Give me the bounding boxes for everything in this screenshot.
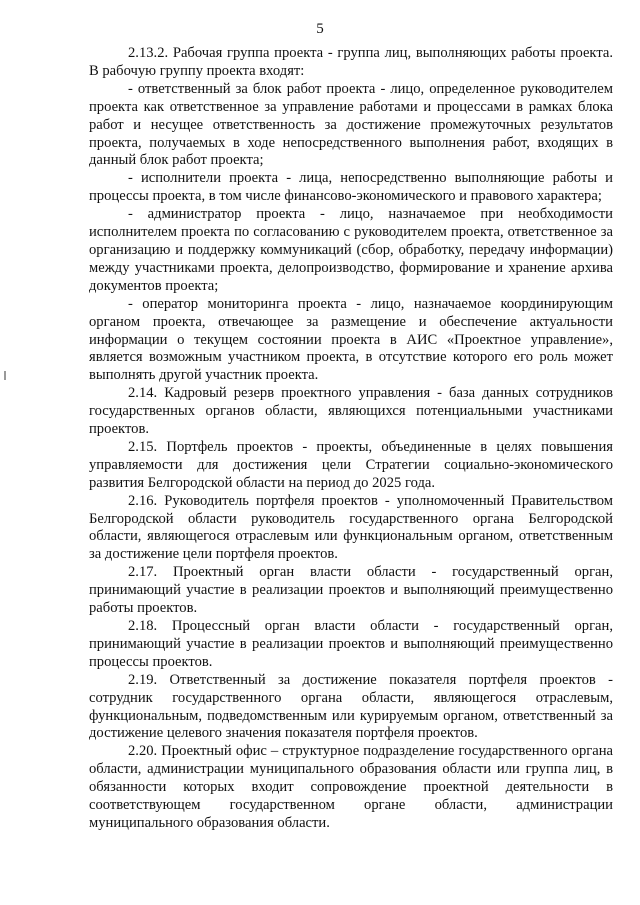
paragraph-2-14: 2.14. Кадровый резерв проектного управления - база данных сотрудников государственных органов области, являющихся потенциальными участниками проектов. — [89, 385, 613, 438]
paragraph-2-20: 2.20. Проектный офис – структурное подразделение государственного органа области, администрации муниципального образования области или группа лиц, в обязанности которых входит сопровождение проектной деятельности в соответствующем государственном органе области, администрации муниципального образования области. — [89, 743, 613, 831]
paragraph-2-13-2: 2.13.2. Рабочая группа проекта - группа лиц, выполняющих работы проекта. В рабочую группу проекта входят: — [89, 45, 613, 79]
paragraph-2-19: 2.19. Ответственный за достижение показателя портфеля проектов - сотрудник государственного органа области, являющегося отраслевым, функциональным, подведомственным или курируемым органом, ответственный за достижение целевого значения показателя портфеля проектов. — [89, 671, 613, 742]
paragraph-administrator: - администратор проекта - лицо, назначаемое при необходимости исполнителем проекта по согласованию с руководителем проекта, ответственное за организацию и поддержку коммуникаций (сбор, обработку, передачу информации) между участниками проекта, делопроизводство, формирование и хранение архива документов проекта; — [89, 206, 613, 294]
page-number: 5 — [316, 21, 324, 37]
scan-margin-mark — [4, 371, 6, 380]
paragraph-executors: - исполнители проекта - лица, непосредственно выполняющие работы и процессы проекта, в том числе финансово-экономического и правового характера; — [89, 170, 613, 205]
paragraph-2-17: 2.17. Проектный орган власти области - государственный орган, принимающий участие в реализации проектов и выполняющий преимущественно работы проектов. — [89, 564, 613, 617]
paragraph-2-15: 2.15. Портфель проектов - проекты, объединенные в целях повышения управляемости для достижения цели Стратегии социально-экономического развития Белгородской области на период до 2025 года. — [89, 438, 613, 491]
paragraph-monitoring-operator: - оператор мониторинга проекта - лицо, назначаемое координирующим органом проекта, отвечающее за размещение и обеспечение актуальности информации о текущем состоянии проекта в АИС «Проектное управление», является возможным участником проекта, в отсутствие которого его роль может выполнять другой участник проекта. — [89, 295, 613, 384]
paragraph-block-owner: - ответственный за блок работ проекта - лицо, определенное руководителем проекта как ответственное за управление работами и процессами в рамках блока работ и несущее ответственность за достижение промежуточных результатов проекта, получаемых в ходе непосредственного выполнения работ, входящих в данный блок работ проекта; — [89, 80, 613, 169]
paragraph-2-18: 2.18. Процессный орган власти области - государственный орган, принимающий участие в реализации проектов и выполняющий преимущественно процессы проектов. — [89, 618, 613, 670]
document-body — [89, 45, 613, 833]
paragraph-2-16: 2.16. Руководитель портфеля проектов - уполномоченный Правительством Белгородской области руководитель государственного органа Белгородской области, являющегося отраслевым или функциональным органом, ответственным за достижение цели портфеля проектов. — [89, 492, 613, 563]
